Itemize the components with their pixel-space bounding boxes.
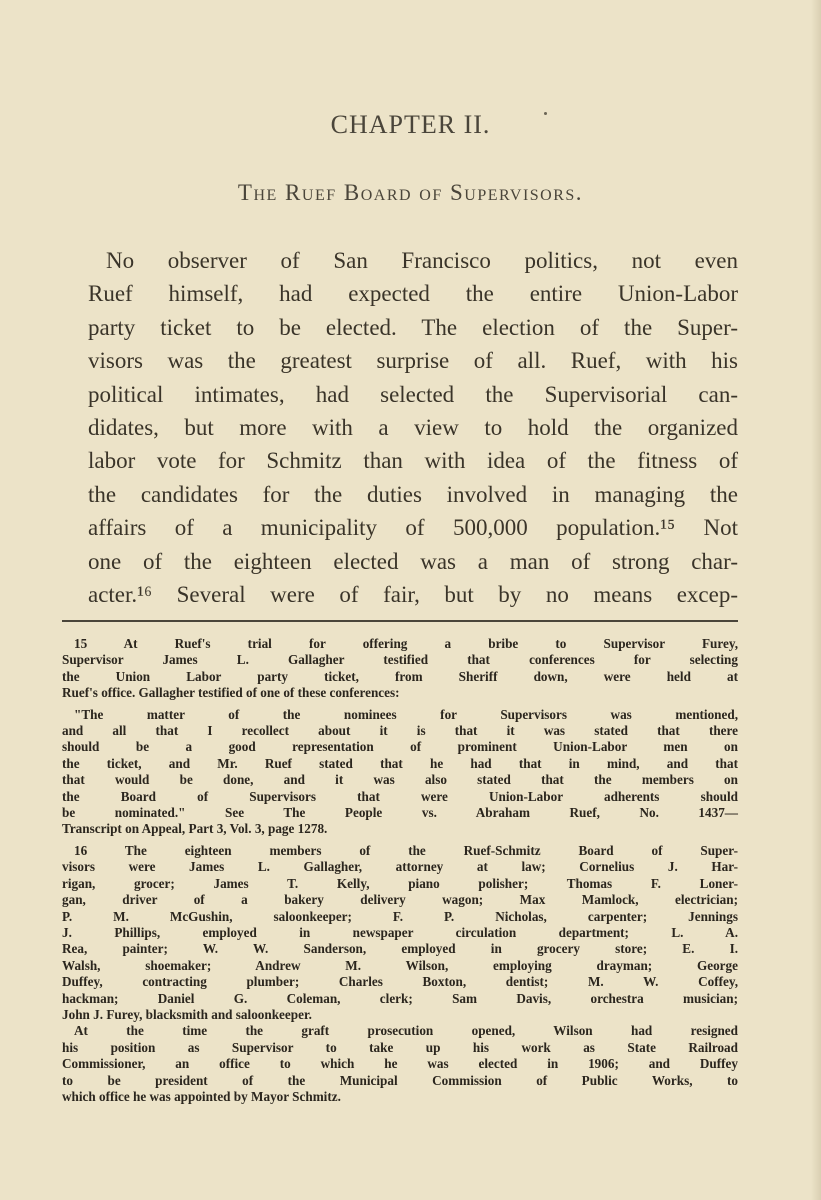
footnote-line: hackman; Daniel G. Coleman, clerk; Sam Davis, orchestra musician; <box>62 990 738 1006</box>
body-line: political intimates, had selected the Supervisorial can- <box>88 381 738 407</box>
body-line: acter.¹⁶ Several were of fair, but by no means excep- <box>88 582 738 608</box>
footnote-line: Ruef's office. Gallagher testified of one of these conferences: <box>62 685 400 701</box>
body-line: Ruef himself, had expected the entire Union-Labor <box>88 281 738 307</box>
footnote-line: and all that I recollect about it is that it was stated that there <box>62 723 738 739</box>
footnote-line: the ticket, and Mr. Ruef stated that he had that in mind, and that <box>62 755 738 771</box>
body-paragraph <box>88 244 738 611</box>
body-line: didates, but more with a view to hold the organized <box>88 415 738 441</box>
footnote-line: his position as Supervisor to take up his work as State Railroad <box>62 1039 738 1055</box>
footnote-line: Commissioner, an office to which he was elected in 1906; and Duffey <box>62 1056 738 1072</box>
footnote-line: that would be done, and it was also stated that the members on <box>62 772 738 788</box>
footnote-line: be nominated." See The People vs. Abraham Ruef, No. 1437— <box>62 805 738 821</box>
footnote-line: the Board of Supervisors that were Union-Labor adherents should <box>62 788 738 804</box>
footnote-line: Duffey, contracting plumber; Charles Boxton, dentist; M. W. Coffey, <box>62 974 738 990</box>
footnote-line: rigan, grocer; James T. Kelly, piano polisher; Thomas F. Loner- <box>62 875 738 891</box>
footnote-line: Transcript on Appeal, Part 3, Vol. 3, page 1278. <box>62 821 328 837</box>
footnote-line: which office he was appointed by Mayor Schmitz. <box>62 1088 341 1104</box>
footnote-line: should be a good representation of prominent Union-Labor men on <box>62 739 738 755</box>
footnote-16 <box>62 843 738 1106</box>
body-line: visors was the greatest surprise of all. Ruef, with his <box>88 348 738 374</box>
footnote-line: John J. Furey, blacksmith and saloonkeeper. <box>62 1006 312 1022</box>
body-line: the candidates for the duties involved in managing the <box>88 481 738 507</box>
footnote-line: Walsh, shoemaker; Andrew M. Wilson, employing drayman; George <box>62 957 738 973</box>
footnote-line: Rea, painter; W. W. Sanderson, employed in grocery store; E. I. <box>62 941 738 957</box>
footnote-line: to be president of the Municipal Commission of Public Works, to <box>62 1072 738 1088</box>
body-line: affairs of a municipality of 500,000 population.¹⁵ Not <box>88 515 738 541</box>
footnote-line: P. M. McGushin, saloonkeeper; F. P. Nicholas, carpenter; Jennings <box>62 908 738 924</box>
footnote-line: 16 The eighteen members of the Ruef-Schmitz Board of Super- <box>74 842 738 858</box>
section-title: The Ruef Board of Supervisors. <box>237 180 584 205</box>
footnote-line: J. Phillips, employed in newspaper circulation department; L. A. <box>62 924 738 940</box>
body-line: No observer of San Francisco politics, not even <box>106 248 738 273</box>
footnote-line: the Union Labor party ticket, from Sheriff down, were held at <box>62 668 738 684</box>
footnote-divider <box>62 620 738 622</box>
footnote-line: 15 At Ruef's trial for offering a bribe to Supervisor Furey, <box>74 636 738 651</box>
footnote-15 <box>62 636 738 838</box>
footnote-line: At the time the graft prosecution opened, Wilson had resigned <box>74 1023 738 1039</box>
footnotes <box>62 636 738 1105</box>
body-line: one of the eighteen elected was a man of strong char- <box>88 548 738 574</box>
footnote-line: Supervisor James L. Gallagher testified that conferences for selecting <box>62 652 738 668</box>
footnote-line: visors were James L. Gallagher, attorney at law; Cornelius J. Har- <box>62 859 738 875</box>
body-line: labor vote for Schmitz than with idea of the fitness of <box>88 448 738 474</box>
chapter-title: CHAPTER II. <box>330 110 491 139</box>
footnote-line: "The matter of the nominees for Supervisors was mentioned, <box>74 706 738 722</box>
footnote-line: gan, driver of a bakery delivery wagon; Max Mamlock, electrician; <box>62 892 738 908</box>
body-line: party ticket to be elected. The election of the Super- <box>88 314 738 340</box>
